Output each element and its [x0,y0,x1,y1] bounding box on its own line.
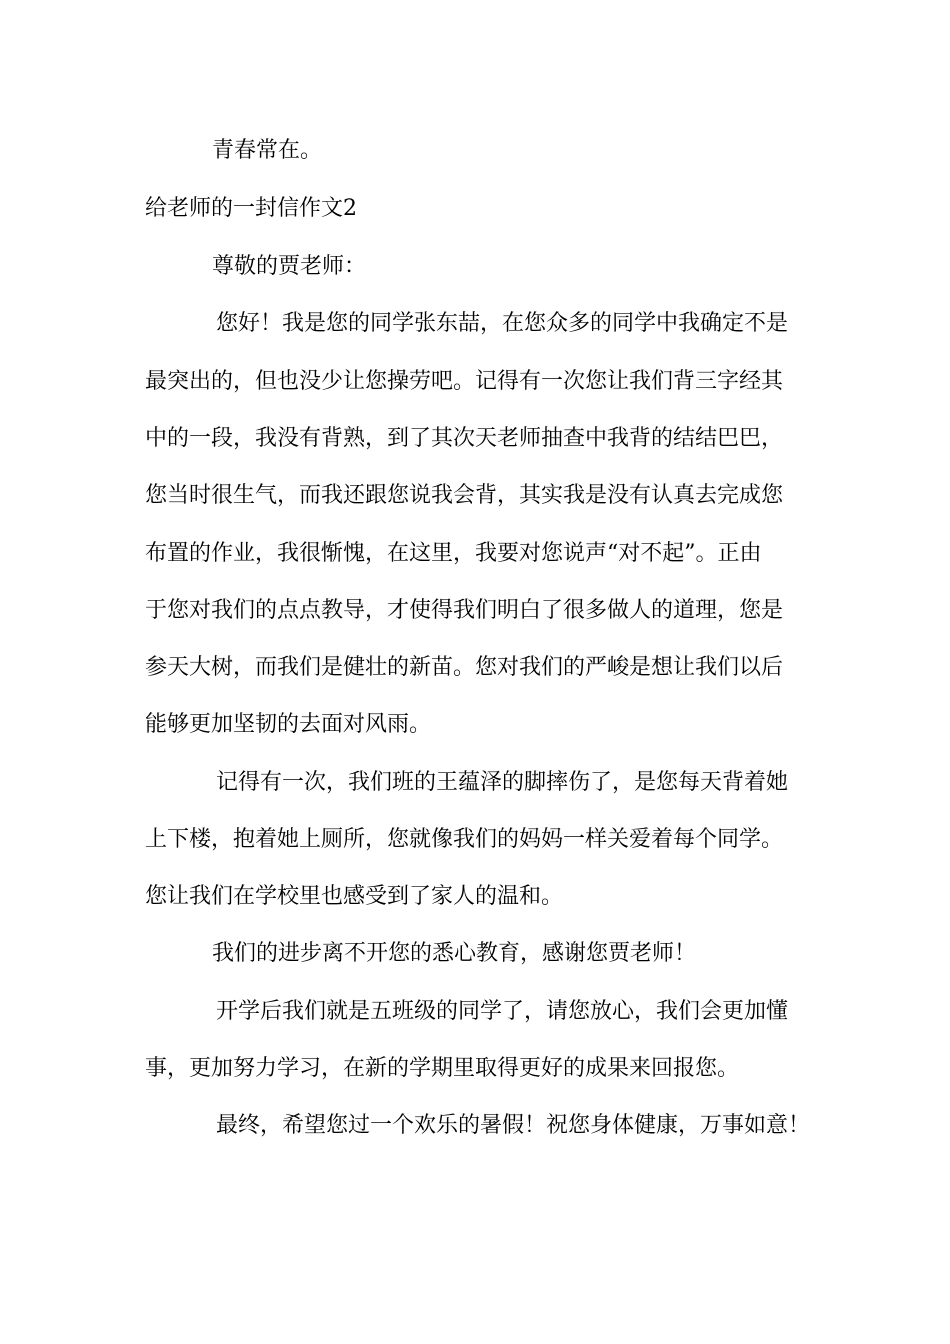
paragraph-line: 您好！我是您的同学张东喆，在您众多的同学中我确定不是 [216,311,789,336]
paragraph-line: 最突出的，但也没少让您操劳吧。记得有一次您让我们背三字经其 [145,369,784,394]
paragraph-line: 事，更加努力学习，在新的学期里取得更好的成果来回报您。 [145,1056,740,1081]
paragraph-line: 开学后我们就是五班级的同学了，请您放心，我们会更加懂 [216,999,789,1024]
paragraph-line: 布置的作业，我很惭愧，在这里，我要对您说声“对不起”。正由 [145,541,762,566]
paragraph-line: 最终，希望您过一个欢乐的暑假！祝您身体健康，万事如意！ [216,1113,811,1138]
paragraph-line: 能够更加坚韧的去面对风雨。 [145,712,432,737]
paragraph-line: 记得有一次，我们班的王蕴泽的脚摔伤了，是您每天背着她 [216,770,789,795]
closing-line: 青春常在。 [212,138,323,163]
paragraph-line: 于您对我们的点点教导，才使得我们明白了很多做人的道理，您是 [145,598,784,623]
paragraph-line: 您让我们在学校里也感受到了家人的温和。 [145,884,564,909]
salutation: 尊敬的贾老师： [212,254,367,279]
paragraph-line: 上下楼，抱着她上厕所，您就像我们的妈妈一样关爱着每个同学。 [145,827,784,852]
document-title: 给老师的一封信作文2 [145,196,357,221]
paragraph-line: 中的一段，我没有背熟，到了其次天老师抽查中我背的结结巴巴， [145,426,784,451]
paragraph-line: 我们的进步离不开您的悉心教育，感谢您贾老师！ [212,941,697,966]
paragraph-line: 参天大树，而我们是健壮的新苗。您对我们的严峻是想让我们以后 [145,655,784,680]
paragraph-line: 您当时很生气，而我还跟您说我会背，其实我是没有认真去完成您 [145,483,784,508]
